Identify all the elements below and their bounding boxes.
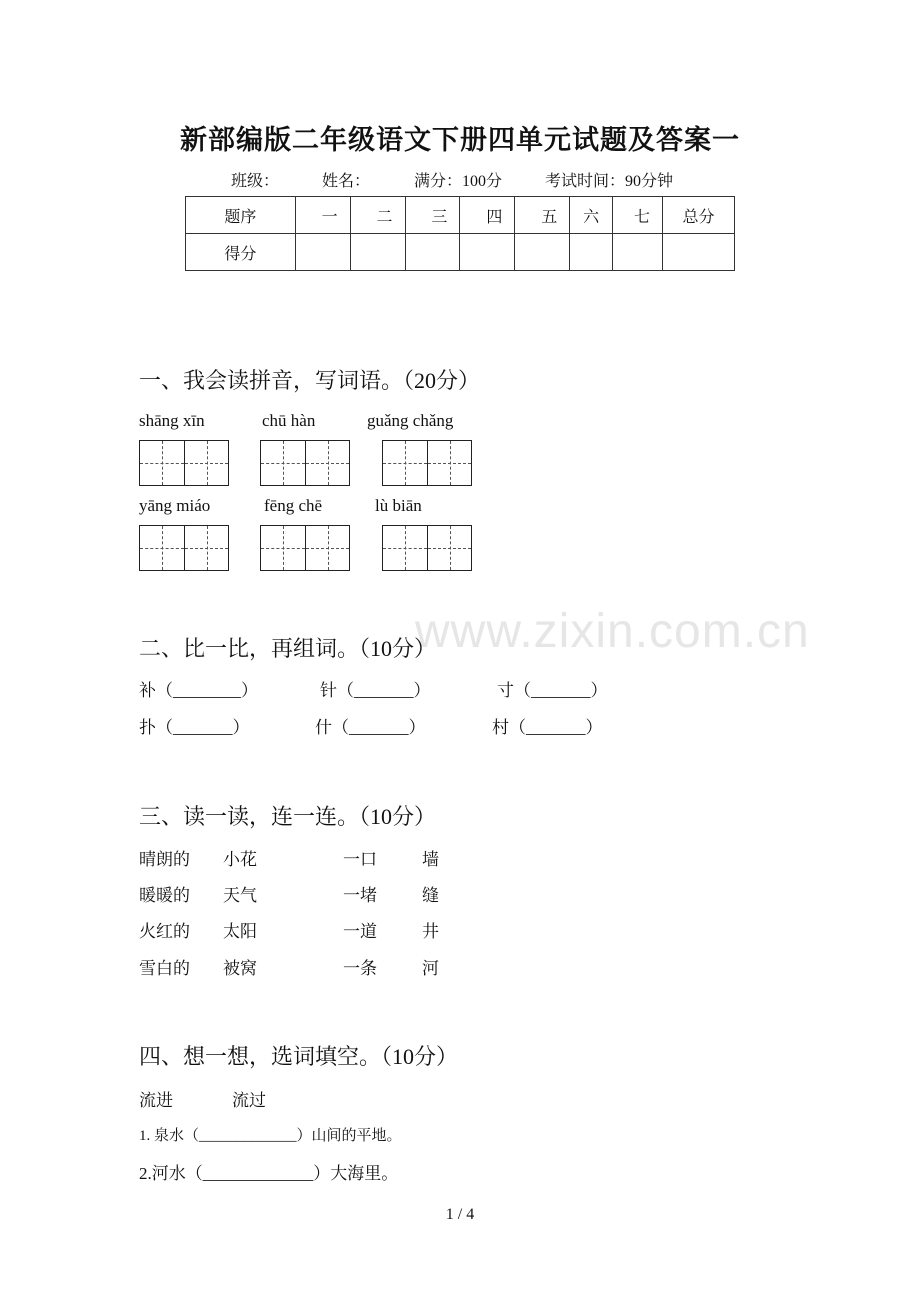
match-word: 火红的 bbox=[139, 922, 190, 941]
match-word: 缝 bbox=[422, 886, 439, 905]
score-cell[interactable] bbox=[613, 234, 663, 271]
pinyin-label: shāng xīn bbox=[139, 411, 205, 430]
score-row-label: 得分 bbox=[186, 234, 296, 271]
writing-grid[interactable] bbox=[139, 525, 229, 571]
match-word: 一堵 bbox=[343, 886, 377, 905]
fill-question-2: 2.河水（_____________）大海里。 bbox=[139, 1164, 399, 1183]
class-field-label: 班级： bbox=[231, 173, 280, 190]
match-word: 一条 bbox=[343, 959, 377, 978]
choice-word: 流过 bbox=[232, 1091, 266, 1110]
match-word: 雪白的 bbox=[139, 959, 190, 978]
score-cell[interactable] bbox=[663, 234, 735, 271]
score-cell[interactable] bbox=[350, 234, 405, 271]
score-header-cell: 四 bbox=[460, 197, 515, 234]
score-header-cell: 题序 bbox=[186, 197, 296, 234]
score-cell[interactable] bbox=[515, 234, 570, 271]
pinyin-label: lù biān bbox=[375, 496, 422, 515]
choice-word: 流进 bbox=[139, 1091, 173, 1110]
match-word: 井 bbox=[422, 922, 439, 941]
match-word: 一口 bbox=[343, 850, 377, 869]
page-number: 1 / 4 bbox=[445, 1206, 475, 1223]
score-cell[interactable] bbox=[405, 234, 460, 271]
word-compose-item: 扑（_______） bbox=[139, 718, 250, 737]
score-header-cell: 五 bbox=[515, 197, 570, 234]
match-word: 河 bbox=[422, 959, 439, 978]
pinyin-label: fēng chē bbox=[264, 496, 323, 515]
pinyin-label: guǎng chǎng bbox=[367, 411, 454, 430]
match-word: 太阳 bbox=[223, 922, 257, 941]
writing-grid[interactable] bbox=[382, 440, 472, 486]
word-compose-item: 针（_______） bbox=[320, 681, 431, 700]
match-word: 墙 bbox=[422, 850, 439, 869]
score-cell[interactable] bbox=[460, 234, 515, 271]
word-compose-item: 寸（_______） bbox=[497, 681, 608, 700]
score-cell[interactable] bbox=[570, 234, 613, 271]
writing-grid[interactable] bbox=[382, 525, 472, 571]
score-header-cell: 二 bbox=[350, 197, 405, 234]
score-table bbox=[185, 196, 735, 271]
score-cell[interactable] bbox=[295, 234, 350, 271]
score-header-cell: 三 bbox=[405, 197, 460, 234]
match-word: 一道 bbox=[343, 922, 377, 941]
pinyin-label: yāng miáo bbox=[139, 496, 211, 515]
word-compose-item: 什（_______） bbox=[315, 718, 426, 737]
match-word: 暖暖的 bbox=[139, 886, 190, 905]
score-header-cell: 七 bbox=[613, 197, 663, 234]
score-table-score-row bbox=[186, 234, 735, 271]
exam-time-label: 考试时间：90分钟 bbox=[545, 173, 674, 190]
section-2-heading: 二、比一比，再组词。（10分） bbox=[139, 636, 437, 661]
name-field-label: 姓名： bbox=[322, 173, 371, 190]
section-1-heading: 一、我会读拼音，写词语。（20分） bbox=[139, 368, 481, 393]
writing-grid[interactable] bbox=[260, 440, 350, 486]
word-compose-item: 村（_______） bbox=[492, 718, 603, 737]
pinyin-label: chū hàn bbox=[262, 411, 316, 430]
section-4-heading: 四、想一想，选词填空。（10分） bbox=[139, 1044, 459, 1069]
match-word: 被窝 bbox=[223, 959, 257, 978]
full-score-label: 满分：100分 bbox=[414, 173, 503, 190]
fill-question-1: 1. 泉水（_____________）山间的平地。 bbox=[139, 1128, 402, 1144]
word-compose-item: 补（________） bbox=[139, 681, 258, 700]
writing-grid[interactable] bbox=[139, 440, 229, 486]
score-header-cell: 总分 bbox=[663, 197, 735, 234]
page-title: 新部编版二年级语文下册四单元试题及答案一 bbox=[180, 125, 740, 155]
match-word: 天气 bbox=[223, 886, 257, 905]
watermark: www.zixin.com.cn bbox=[415, 605, 810, 658]
writing-grid[interactable] bbox=[260, 525, 350, 571]
section-3-heading: 三、读一读，连一连。（10分） bbox=[139, 804, 437, 829]
score-table-header-row bbox=[186, 197, 735, 234]
match-word: 晴朗的 bbox=[139, 850, 190, 869]
score-header-cell: 一 bbox=[295, 197, 350, 234]
match-word: 小花 bbox=[223, 850, 257, 869]
score-header-cell: 六 bbox=[570, 197, 613, 234]
